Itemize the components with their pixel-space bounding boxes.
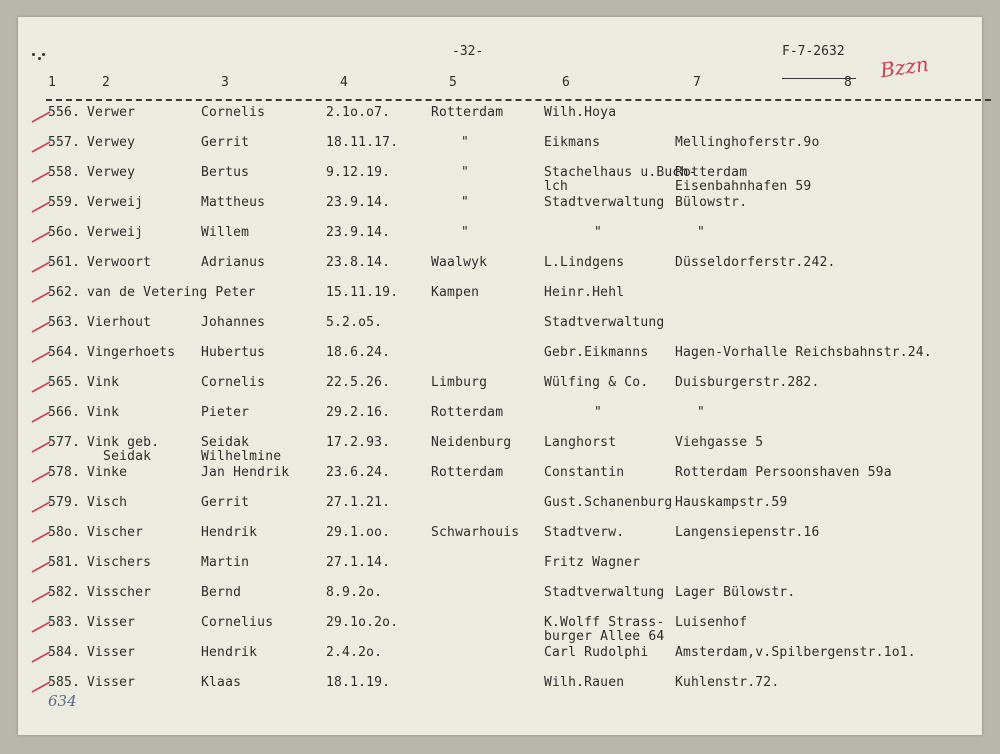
cell-born: 18.1.19. [326,675,391,690]
cell-employer: " [594,225,603,240]
punch-mark [38,57,41,60]
cell-born: 27.1.14. [326,555,391,570]
cell-employer: Fritz Wagner [544,555,641,570]
cell-born: 9.12.19. [326,165,391,180]
cell-born: 2.1o.o7. [326,105,391,120]
cell-nr: 584. [48,645,81,660]
cell-nr: 562. [48,285,81,300]
punch-mark [32,53,35,56]
cell-address: Kuhlenstr.72. [675,675,780,690]
cell-address: Düsseldorferstr.242. [675,255,836,270]
cell-address: Hauskampstr.59 [675,495,788,510]
cell-nr: 585. [48,675,81,690]
cell-given: Cornelis [201,105,266,120]
cell-surname: Vinke [87,465,128,480]
cell-place: Limburg [431,375,488,390]
cell-employer: Heinr.Hehl [544,285,625,300]
cell-employer: K.Wolff Strass- burger Allee 64 [544,615,665,644]
cell-place: Neidenburg [431,435,512,450]
cell-place: " [461,135,470,150]
cell-address: Mellinghoferstr.9o [675,135,820,150]
cell-given: Cornelis [201,375,266,390]
cell-nr: 577. [48,435,81,450]
cell-given: Bertus [201,165,250,180]
cell-employer: Constantin [544,465,625,480]
column-number: 1 [48,75,56,90]
cell-employer: Wilh.Rauen [544,675,625,690]
cell-nr: 556. [48,105,81,120]
cell-given: Hendrik [201,525,258,540]
column-number: 8 [844,75,852,90]
cell-address: " [697,225,706,240]
cell-employer: " [594,405,603,420]
document-page [18,17,982,735]
cell-surname: Verwey [87,165,136,180]
cell-place: Kampen [431,285,480,300]
cell-employer: Eikmans [544,135,601,150]
cell-address: " [697,405,706,420]
cell-surname: Visscher [87,585,152,600]
cell-address: Hagen-Vorhalle Reichsbahnstr.24. [675,345,932,360]
cell-address: Lager Bülowstr. [675,585,796,600]
cell-nr: 583. [48,615,81,630]
cell-employer: Gust.Schanenburg [544,495,673,510]
cell-surname: Verwer [87,105,136,120]
cell-employer: Stadtverwaltung [544,315,665,330]
cell-employer: Stadtverwaltung [544,585,665,600]
cell-born: 29.1o.2o. [326,615,399,630]
cell-nr: 561. [48,255,81,270]
column-number: 4 [340,75,348,90]
cell-nr: 581. [48,555,81,570]
cell-given: Willem [201,225,250,240]
cell-employer: Stachelhaus u.Buch- lch [544,165,697,194]
cell-nr: 56o. [48,225,81,240]
cell-surname: Vink [87,375,120,390]
cell-given: Hendrik [201,645,258,660]
cell-surname: Verwey [87,135,136,150]
cell-given: Jan Hendrik [201,465,290,480]
cell-surname: Verweij [87,195,144,210]
cell-employer: L.Lindgens [544,255,625,270]
cell-given: Martin [201,555,250,570]
cell-born: 17.2.93. [326,435,391,450]
column-number: 2 [102,75,110,90]
cell-born: 23.9.14. [326,225,391,240]
cell-born: 29.1.oo. [326,525,391,540]
cell-born: 2.4.2o. [326,645,383,660]
cell-place: " [461,225,470,240]
cell-address: Rotterdam Eisenbahnhafen 59 [675,165,812,194]
cell-born: 15.11.19. [326,285,399,300]
cell-given: Cornelius [201,615,274,630]
handwritten-count: 634 [48,692,77,710]
cell-born: 18.11.17. [326,135,399,150]
cell-born: 23.6.24. [326,465,391,480]
cell-given: Mattheus [201,195,266,210]
cell-address: Rotterdam Persoonshaven 59a [675,465,892,480]
column-number: 3 [221,75,229,90]
cell-address: Duisburgerstr.282. [675,375,820,390]
cell-surname: Visser [87,675,136,690]
cell-nr: 563. [48,315,81,330]
cell-given: Pieter [201,405,250,420]
cell-surname: Visser [87,645,136,660]
cell-surname: Vierhout [87,315,152,330]
cell-given: Bernd [201,585,242,600]
cell-born: 29.2.16. [326,405,391,420]
cell-employer: Wilh.Hoya [544,105,617,120]
cell-place: " [461,165,470,180]
cell-place: Schwarhouis [431,525,520,540]
cell-employer: Wülfing & Co. [544,375,649,390]
column-number: 6 [562,75,570,90]
cell-born: 23.8.14. [326,255,391,270]
cell-surname: Vingerhoets [87,345,176,360]
cell-nr: 559. [48,195,81,210]
cell-nr: 582. [48,585,81,600]
cell-address: Langensiepenstr.16 [675,525,820,540]
cell-place: Rotterdam [431,105,504,120]
cell-given: Gerrit [201,495,250,510]
cell-nr: 58o. [48,525,81,540]
cell-born: 18.6.24. [326,345,391,360]
cell-place: " [461,195,470,210]
punch-mark [42,53,45,56]
cell-nr: 558. [48,165,81,180]
cell-given: Klaas [201,675,242,690]
cell-surname: Vischers [87,555,152,570]
cell-nr: 565. [48,375,81,390]
cell-nr: 557. [48,135,81,150]
cell-given: Hubertus [201,345,266,360]
cell-address: Luisenhof [675,615,748,630]
cell-surname: Verweij [87,225,144,240]
cell-employer: Stadtverw. [544,525,625,540]
reference-number: F-7-2632 [782,44,845,59]
cell-employer: Carl Rudolphi [544,645,649,660]
cell-given: Gerrit [201,135,250,150]
cell-employer: Gebr.Eikmanns [544,345,649,360]
cell-surname: Vink geb. Seidak [87,435,160,464]
cell-given: Seidak Wilhelmine [201,435,282,464]
cell-employer: Stadtverwaltung [544,195,665,210]
cell-nr: 566. [48,405,81,420]
cell-place: Waalwyk [431,255,488,270]
cell-surname: Vink [87,405,120,420]
cell-born: 27.1.21. [326,495,391,510]
column-number: 5 [449,75,457,90]
cell-nr: 564. [48,345,81,360]
cell-place: Rotterdam [431,465,504,480]
cell-surname: Vischer [87,525,144,540]
cell-given: Johannes [201,315,266,330]
handwritten-note: Bzzn [878,51,931,83]
cell-address: Amsterdam,v.Spilbergenstr.1o1. [675,645,916,660]
cell-born: 8.9.2o. [326,585,383,600]
cell-surname: Visch [87,495,128,510]
cell-born: 5.2.o5. [326,315,383,330]
cell-surname: van de Vetering Peter [87,285,256,300]
column-number: 7 [693,75,701,90]
cell-employer: Langhorst [544,435,617,450]
cell-surname: Visser [87,615,136,630]
cell-given: Adrianus [201,255,266,270]
page-number: -32- [452,44,484,59]
cell-address: Viehgasse 5 [675,435,764,450]
cell-address: Bülowstr. [675,195,748,210]
header-rule [46,99,991,101]
cell-nr: 578. [48,465,81,480]
cell-born: 23.9.14. [326,195,391,210]
cell-born: 22.5.26. [326,375,391,390]
cell-surname: Verwoort [87,255,152,270]
cell-place: Rotterdam [431,405,504,420]
cell-nr: 579. [48,495,81,510]
